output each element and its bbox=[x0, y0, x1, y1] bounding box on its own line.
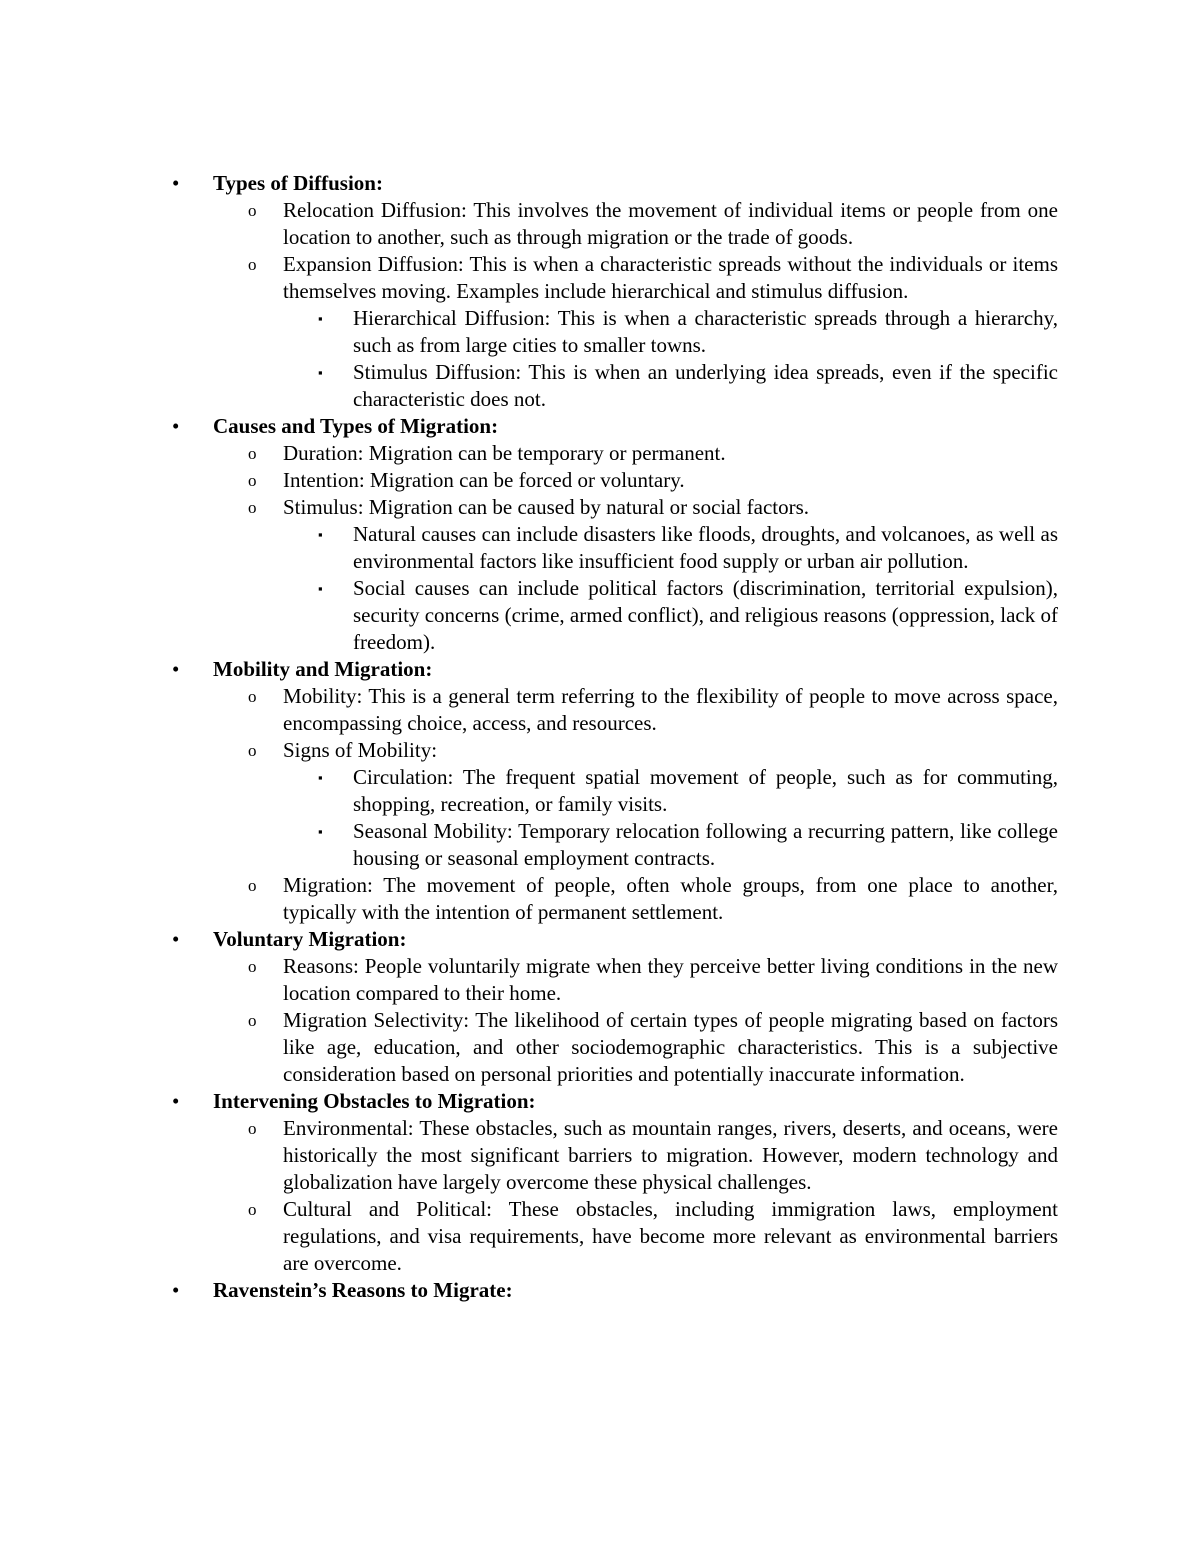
sub-list-item-text: Seasonal Mobility: Temporary relocation following a recurring pattern, like college housing or seasonal employment contracts. bbox=[353, 819, 1058, 870]
list-item bbox=[0, 1196, 1200, 1277]
section-heading-text: Mobility and Migration: bbox=[213, 657, 433, 681]
outline-list bbox=[0, 170, 1200, 1304]
bullet-marker: o bbox=[248, 957, 257, 976]
bullet-marker: • bbox=[172, 927, 180, 951]
bullet-marker: o bbox=[248, 1200, 257, 1219]
list-item bbox=[0, 440, 1200, 467]
section-heading-text: Ravenstein’s Reasons to Migrate: bbox=[213, 1278, 513, 1302]
section-heading-text: Voluntary Migration: bbox=[213, 927, 407, 951]
bullet-marker: ▪ bbox=[318, 527, 323, 542]
bullet-marker: • bbox=[172, 171, 180, 195]
list-item bbox=[0, 872, 1200, 926]
section-heading bbox=[0, 413, 1200, 440]
bullet-marker: o bbox=[248, 498, 257, 517]
bullet-marker: • bbox=[172, 414, 180, 438]
list-item-text: Mobility: This is a general term referring to the flexibility of people to move across space, encompassing choice, access, and resources. bbox=[283, 684, 1058, 735]
list-item bbox=[0, 1115, 1200, 1196]
bullet-marker: o bbox=[248, 444, 257, 463]
section-heading-text: Types of Diffusion: bbox=[213, 171, 383, 195]
list-item bbox=[0, 494, 1200, 521]
sub-list-item-text: Circulation: The frequent spatial movement of people, such as for commuting, shopping, recreation, or family visits. bbox=[353, 765, 1058, 816]
list-item bbox=[0, 467, 1200, 494]
section-heading bbox=[0, 1088, 1200, 1115]
sub-list-item bbox=[0, 818, 1200, 872]
section-heading-text: Intervening Obstacles to Migration: bbox=[213, 1089, 536, 1113]
sub-list-item bbox=[0, 764, 1200, 818]
list-item bbox=[0, 197, 1200, 251]
list-item bbox=[0, 737, 1200, 764]
list-item bbox=[0, 683, 1200, 737]
bullet-marker: o bbox=[248, 1011, 257, 1030]
list-item-text: Migration Selectivity: The likelihood of certain types of people migrating based on factors like age, education, and other sociodemographic characteristics. This is a subjective consideration based on personal priorities and potentially inaccurate information. bbox=[283, 1008, 1058, 1086]
bullet-marker: ▪ bbox=[318, 770, 323, 785]
bullet-marker: ▪ bbox=[318, 824, 323, 839]
sub-list-item-text: Stimulus Diffusion: This is when an underlying idea spreads, even if the specific characteristic does not. bbox=[353, 360, 1058, 411]
section-heading bbox=[0, 656, 1200, 683]
sub-list-item-text: Social causes can include political factors (discrimination, territorial expulsion), security concerns (crime, armed conflict), and religious reasons (oppression, lack of freedom). bbox=[353, 576, 1058, 654]
sub-list-item-text: Natural causes can include disasters like floods, droughts, and volcanoes, as well as environmental factors like insufficient food supply or urban air pollution. bbox=[353, 522, 1058, 573]
section-heading bbox=[0, 170, 1200, 197]
bullet-marker: o bbox=[248, 741, 257, 760]
list-item-text: Migration: The movement of people, often whole groups, from one place to another, typically with the intention of permanent settlement. bbox=[283, 873, 1058, 924]
list-item-text: Cultural and Political: These obstacles, including immigration laws, employment regulations, and visa requirements, have become more relevant as environmental barriers are overcome. bbox=[283, 1197, 1058, 1275]
bullet-marker: • bbox=[172, 1089, 180, 1113]
list-item-text: Relocation Diffusion: This involves the movement of individual items or people from one location to another, such as through migration or the trade of goods. bbox=[283, 198, 1058, 249]
list-item-text: Expansion Diffusion: This is when a characteristic spreads without the individuals or items themselves moving. Examples include hierarchical and stimulus diffusion. bbox=[283, 252, 1058, 303]
list-item-text: Stimulus: Migration can be caused by natural or social factors. bbox=[283, 495, 810, 519]
list-item-text: Environmental: These obstacles, such as mountain ranges, rivers, deserts, and oceans, were historically the most significant barriers to migration. However, modern technology and globalization have largely overcome these physical challenges. bbox=[283, 1116, 1058, 1194]
list-item bbox=[0, 953, 1200, 1007]
list-item-text: Signs of Mobility: bbox=[283, 738, 438, 762]
list-item bbox=[0, 251, 1200, 305]
bullet-marker: ▪ bbox=[318, 581, 323, 596]
sub-list-item bbox=[0, 521, 1200, 575]
section-heading bbox=[0, 1277, 1200, 1304]
section-heading bbox=[0, 926, 1200, 953]
bullet-marker: ▪ bbox=[318, 311, 323, 326]
bullet-marker: o bbox=[248, 1119, 257, 1138]
sub-list-item-text: Hierarchical Diffusion: This is when a characteristic spreads through a hierarchy, such as from large cities to smaller towns. bbox=[353, 306, 1058, 357]
list-item-text: Intention: Migration can be forced or voluntary. bbox=[283, 468, 685, 492]
bullet-marker: o bbox=[248, 255, 257, 274]
bullet-marker: o bbox=[248, 687, 257, 706]
sub-list-item bbox=[0, 305, 1200, 359]
sub-list-item bbox=[0, 359, 1200, 413]
list-item bbox=[0, 1007, 1200, 1088]
sub-list-item bbox=[0, 575, 1200, 656]
bullet-marker: o bbox=[248, 876, 257, 895]
bullet-marker: • bbox=[172, 1278, 180, 1302]
bullet-marker: o bbox=[248, 201, 257, 220]
bullet-marker: • bbox=[172, 657, 180, 681]
bullet-marker: ▪ bbox=[318, 365, 323, 380]
list-item-text: Duration: Migration can be temporary or permanent. bbox=[283, 441, 726, 465]
section-heading-text: Causes and Types of Migration: bbox=[213, 414, 499, 438]
bullet-marker: o bbox=[248, 471, 257, 490]
list-item-text: Reasons: People voluntarily migrate when they perceive better living conditions in the new location compared to their home. bbox=[283, 954, 1058, 1005]
